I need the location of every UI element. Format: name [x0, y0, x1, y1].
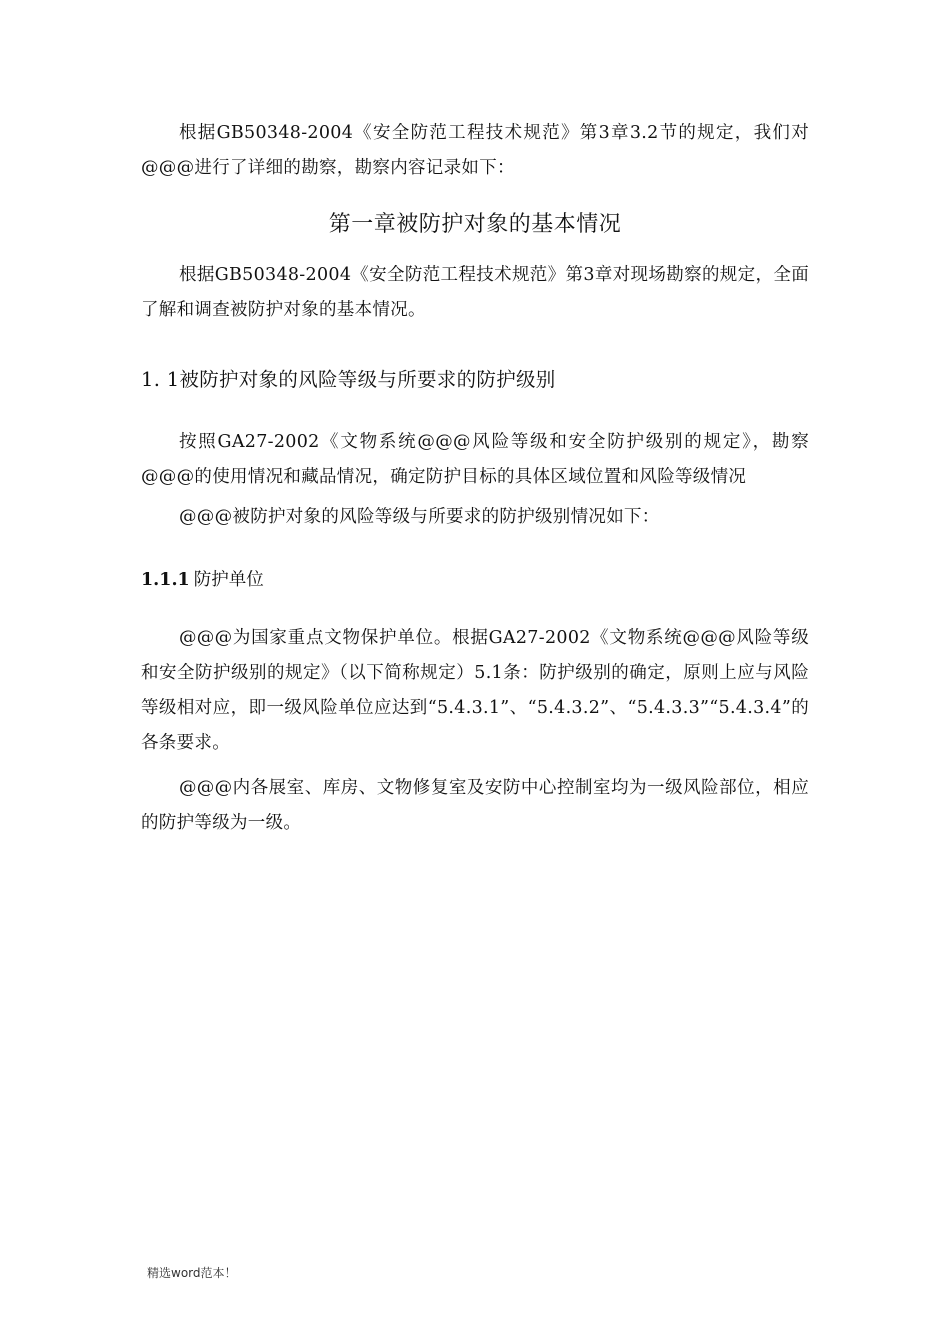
- section-title: 1. 1被防护对象的风险等级与所要求的防护级别: [141, 368, 556, 391]
- subsection-title: 防护单位: [193, 570, 264, 590]
- chapter-title: 第一章被防护对象的基本情况: [328, 212, 622, 237]
- chapter-paragraph: 根据GB50348-2004《安全防范工程技术规范》第3章对现场勘察的规定，全面了解和调查被防护对象的基本情况。: [141, 265, 809, 320]
- section-paragraph-2: @@@被防护对象的风险等级与所要求的防护级别情况如下：: [179, 507, 660, 527]
- intro-paragraph: 根据GB50348-2004《安全防范工程技术规范》第3章3.2节的规定，我们对@@@进行了详细的勘察，勘察内容记录如下：: [141, 123, 809, 178]
- subsection-heading: [141, 563, 264, 598]
- section-paragraph-1: 按照GA27-2002《文物系统@@@风险等级和安全防护级别的规定》，勘察@@@的使用情况和藏品情况，确定防护目标的具体区域位置和风险等级情况: [141, 432, 809, 487]
- subsection-number: 1.1.1: [141, 570, 190, 590]
- subsection-paragraph-2: @@@内各展室、库房、文物修复室及安防中心控制室均为一级风险部位，相应的防护等级为一级。: [141, 778, 809, 833]
- page-footer: 精选word范本！: [147, 1266, 237, 1280]
- subsection-paragraph-1: @@@为国家重点文物保护单位。根据GA27-2002《文物系统@@@风险等级和安全防护级别的规定》（以下简称规定）5.1条：防护级别的确定，原则上应与风险等级相对应，即一级风险单位应达到“5.4.3.1”、“5.4.3.2”、“5.4.3.3”“5.4.3.4”的各条要求。: [141, 628, 809, 753]
